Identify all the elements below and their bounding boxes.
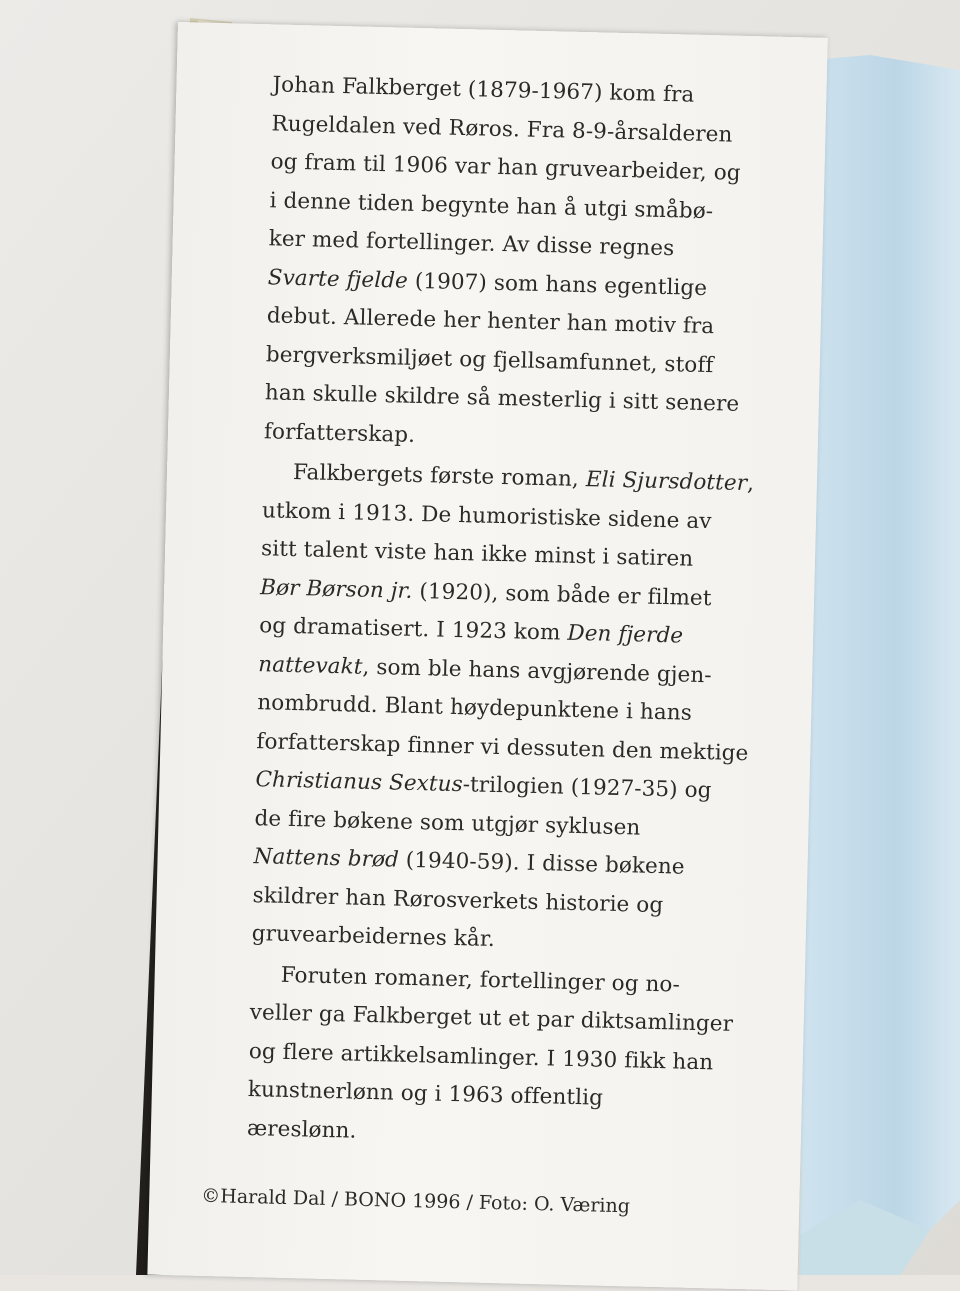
- text-run: Falkbergets første roman,: [292, 459, 587, 493]
- text-run: sitt talent viste han ikke minst i satiren: [260, 536, 694, 572]
- book-title: nattevakt: [258, 651, 363, 680]
- text-run: utkom i 1913. De humoristiske sidene av: [261, 497, 712, 534]
- book-title: Eli Sjursdotter: [585, 467, 748, 497]
- text-run: han skulle skildre så mesterlig i sitt senere: [264, 380, 740, 417]
- text-run: i denne tiden begynte han å utgi småbø-: [269, 187, 714, 224]
- book-title: Nattens brød: [253, 844, 400, 873]
- biography-text: [246, 66, 755, 1159]
- text-run: bergverksmiljøet og fjellsamfunnet, stoff: [265, 341, 714, 378]
- text-run: -trilogien (1927-35) og: [462, 772, 712, 804]
- book-flap-page: [147, 22, 827, 1291]
- text-run: kunstnerlønn og i 1963 offentlig: [247, 1077, 604, 1111]
- text-run: (1920), som både er filmet: [412, 578, 712, 611]
- text-run: gruvearbeidernes kår.: [251, 921, 496, 953]
- book-title: Svarte fjelde: [267, 264, 409, 294]
- text-run: Johan Falkberget (1879-1967) kom fra: [272, 72, 695, 108]
- text-run: skildrer han Rørosverkets historie og: [252, 882, 664, 918]
- text-run: ker med fortellinger. Av disse regnes: [268, 226, 675, 262]
- book-title: Den fjerde: [567, 620, 684, 649]
- text-run: forfatterskap finner vi dessuten den mektige: [256, 728, 749, 766]
- text-run: æreslønn.: [246, 1115, 357, 1144]
- text-run: , som ble hans avgjørende gjen-: [362, 654, 713, 688]
- book-title: Bør Børson jr.: [259, 574, 413, 604]
- photo-credit: ©Harald Dal / BONO 1996 / Foto: O. Væring: [201, 1184, 631, 1218]
- book-title: Christianus Sextus: [255, 767, 464, 798]
- text-run: ,: [746, 471, 755, 497]
- text-run: og flere artikkelsamlinger. I 1930 fikk han: [248, 1038, 714, 1075]
- text-run: (1940-59). I disse bøkene: [398, 847, 685, 880]
- text-run: debut. Allerede her henter han motiv fra: [266, 303, 715, 340]
- text-run: forfatterskap.: [263, 418, 416, 448]
- text-run: Rugeldalen ved Røros. Fra 8-9-årsalderen: [271, 110, 733, 148]
- text-run: og fram til 1906 var han gruvearbeider, og: [270, 149, 741, 186]
- text-run: (1907) som hans egentlige: [407, 268, 708, 301]
- text-run: de fire bøkene som utgjør syklusen: [254, 805, 641, 841]
- text-run: og dramatisert. I 1923 kom: [258, 613, 568, 646]
- text-run: Foruten romaner, fortellinger og no-: [280, 962, 681, 998]
- text-run: veller ga Falkberget ut et par diktsamlinger: [249, 1000, 734, 1037]
- text-run: nombrudd. Blant høydepunktene i hans: [257, 690, 693, 726]
